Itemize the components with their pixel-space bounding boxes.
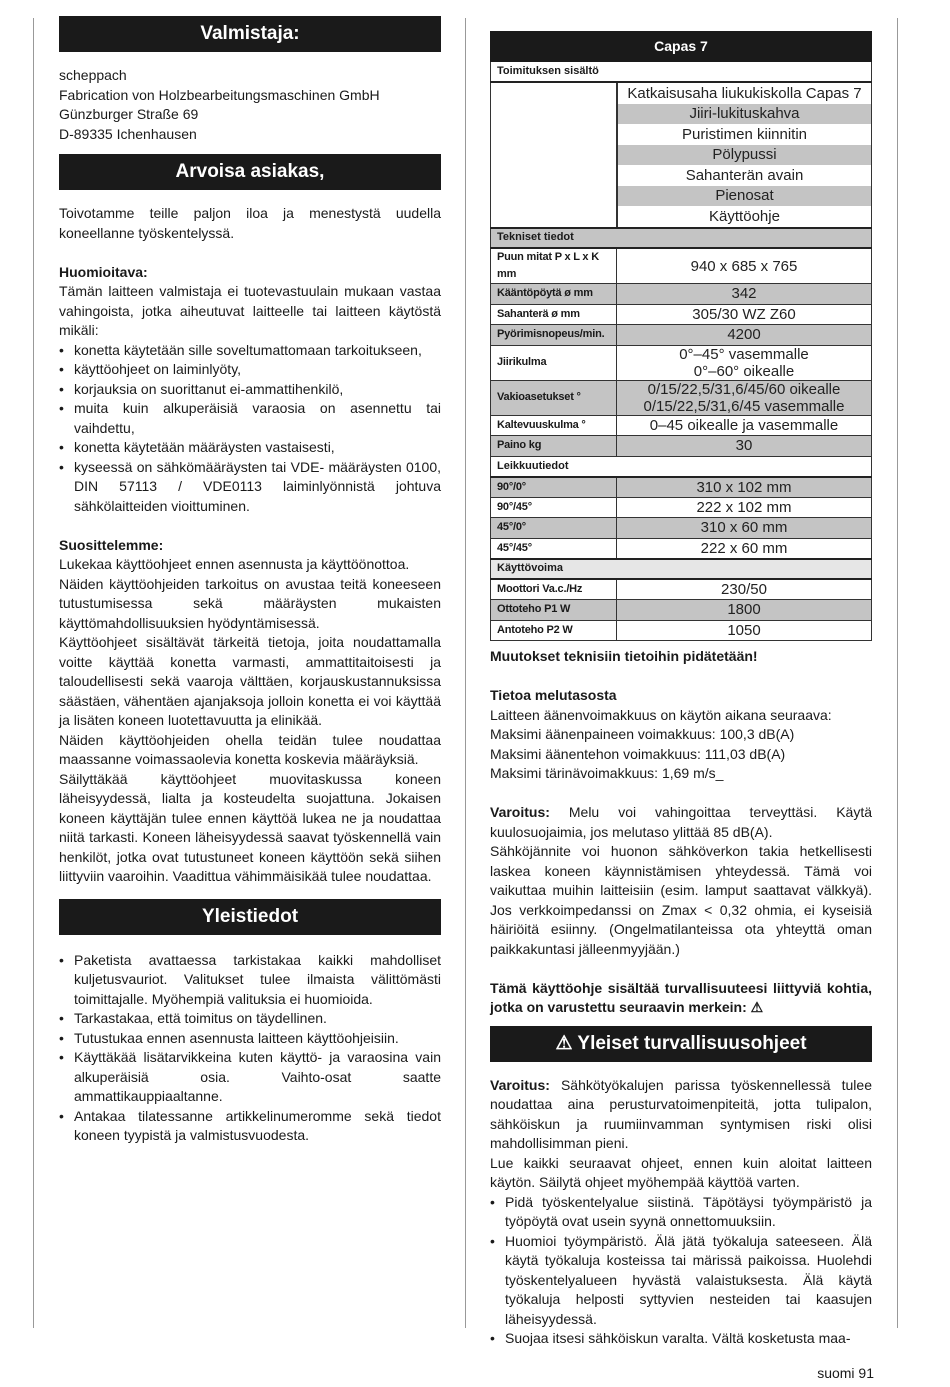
list-item: • Suojaa itsesi sähköiskun varalta. Vältä kosketusta maa- xyxy=(490,1329,872,1349)
table-row xyxy=(491,579,872,600)
value-line: 0°–60° oikealle xyxy=(693,362,795,380)
row-value: 1800 xyxy=(617,600,872,621)
warning-label: Varoitus: xyxy=(490,804,550,820)
warning-triangle-icon: ⚠ xyxy=(555,1032,578,1054)
table-row xyxy=(491,620,872,641)
note-list xyxy=(59,341,441,517)
row-value: 222 x 60 mm xyxy=(617,538,872,559)
row-value: 310 x 60 mm xyxy=(617,518,872,539)
row-value: 0–45 oikealle ja vasemmalle xyxy=(617,415,872,436)
paragraph: Säilyttäkää käyttöohjeet muovitaskussa koneen läheisyydessä, lialta ja kosteudelta suojattuna. Jokaisen koneen käyttäjän tulee ennen käyttöä lukea ne ja noudattaa niitä tarkasti. Koneen läheisyydessä saavat työskennellä vain henkilöt, jotka ovat tutustuneet koneen käyttöön sekä siihen liittyviin vaaroihin. Vaadittua vähimmäisikää tulee noudattaa. xyxy=(59,770,441,884)
noise-line: Maksimi äänentehon voimakkuus: 111,03 dB(A) xyxy=(490,745,786,762)
table-row xyxy=(491,477,872,498)
list-item: • Tarkastakaa, että toimitus on täydellinen. xyxy=(59,1009,441,1029)
table-row xyxy=(491,284,872,305)
row-label: Vakioasetukset ° xyxy=(491,380,617,415)
table-row xyxy=(491,436,872,457)
value-line: 0/15/22,5/31,6/45 vasemmalle xyxy=(643,397,845,415)
note-title: Huomioitava: xyxy=(59,263,148,280)
safety-note: Tämä käyttöohje sisältää turvallisuuteesi liittyviä kohtia, jotka on varustettu seuraavin merkein: ⚠ xyxy=(490,979,872,1015)
table-row xyxy=(491,518,872,539)
row-label: Kaltevuuskulma ° xyxy=(491,415,617,436)
manufacturer-heading: Valmistaja: xyxy=(59,16,441,52)
address-line: D-89335 Ichenhausen xyxy=(59,125,197,142)
table-row xyxy=(491,415,872,436)
note-text: Tämän laitteen valmistaja ei tuotevastuulain mukaan vastaa vahingoista, jotka aiheutuvat laitteelle tai laitteen käytöstä mikäli: xyxy=(59,283,441,338)
row-label: Moottori Va.c./Hz xyxy=(491,579,617,600)
list-item: • korjauksia on suorittanut ei-ammattihenkilö, xyxy=(59,380,441,400)
warning-text: Sähkötyökalujen parissa työskennellessä tulee noudattaa aina perusturvatoimenpiteitä, jotta tulipalon, sähköiskun ja ruumiinvamman syntymisen riski olisi mahdollisimman pieni. xyxy=(490,1076,872,1151)
warning-paragraph xyxy=(490,1076,872,1154)
safety-heading-text: Yleiset turvallisuusohjeet xyxy=(577,1032,807,1054)
column-rule xyxy=(33,18,34,1328)
address-line: Fabrication von Holzbearbeitungsmaschinen GmbH xyxy=(59,86,380,103)
customer-heading: Arvoisa asiakas, xyxy=(59,154,441,190)
list-item: • konetta käytetään määräysten vastaisesti, xyxy=(59,438,441,458)
delivery-item: Käyttöohje xyxy=(618,206,872,227)
list-item: • konetta käytetään sille soveltumattomaan tarkoitukseen, xyxy=(59,341,441,361)
row-label: Ottoteho P1 W xyxy=(491,600,617,621)
value-line: 0°–45° vasemmalle xyxy=(679,345,809,363)
column-rule xyxy=(897,18,898,1328)
paragraph: Lukekaa käyttöohjeet ennen asennusta ja käyttöönottoa. xyxy=(59,556,410,572)
noise-line: Laitteen äänenvoimakkuus on käytön aikana seuraava: xyxy=(490,706,832,723)
warning-text: Melu voi vahingoittaa terveyttäsi. Käytä kuulosuojaimia, jos melutaso ylittää 85 dB(A). xyxy=(490,804,872,840)
noise-title: Tietoa melutasosta xyxy=(490,687,617,703)
row-value: 30 xyxy=(617,436,872,457)
row-value: 305/30 WZ Z60 xyxy=(617,304,872,325)
spec-table xyxy=(490,31,872,641)
general-heading: Yleistiedot xyxy=(59,899,441,935)
section-power: Käyttövoima xyxy=(491,559,872,580)
row-label: 90°/0° xyxy=(491,477,617,498)
row-value: 230/50 xyxy=(617,579,872,600)
row-label: Kääntöpöytä ø mm xyxy=(491,284,617,305)
row-value: 222 x 102 mm xyxy=(617,497,872,518)
list-item: • kyseessä on sähkömääräysten tai VDE- määräysten 0100, DIN 57113 / VDE0113 laiminlyönnistä johtuva sähkölaitteiden vioittuminen. xyxy=(59,458,441,517)
value-line: 0/15/22,5/31,6/45/60 oikealle xyxy=(647,380,841,398)
row-label: 90°/45° xyxy=(491,497,617,518)
page-number: suomi 91 xyxy=(817,1365,874,1381)
list-item: • Antakaa tilatessanne artikkelinumeromme sekä tiedot koneen tyypistä ja valmistusvuodesta. xyxy=(59,1107,441,1146)
row-value: 342 xyxy=(617,284,872,305)
table-title: Capas 7 xyxy=(491,32,872,62)
table-row xyxy=(491,600,872,621)
row-label: Sahanterä ø mm xyxy=(491,304,617,325)
table-row xyxy=(491,304,872,325)
paragraph: Näiden käyttöohjeiden tarkoitus on avustaa teitä koneeseen tutustumisessa sekä määräysten mukaisten käyttömahdollisuuksien hyödyntämisessä. xyxy=(59,575,441,631)
safety-list xyxy=(490,1193,872,1349)
left-column xyxy=(59,16,441,1146)
row-label: Jiirikulma xyxy=(491,345,617,380)
row-label: Pyörimisnopeus/min. xyxy=(491,325,617,346)
list-item: • käyttöohjeet on laiminlyöty, xyxy=(59,360,441,380)
table-row xyxy=(491,248,872,284)
address-line: Günzburger Straße 69 xyxy=(59,106,199,122)
table-row xyxy=(491,497,872,518)
row-label: 45°/45° xyxy=(491,538,617,559)
noise-line: Maksimi äänenpaineen voimakkuus: 100,3 dB(A) xyxy=(490,726,795,742)
paragraph: Käyttöohjeet sisältävät tärkeitä tietoja, joita noudattamalla voitte käyttää konetta varmasti, ammattitaitoisesti ja taloudellisesti sekä vaaroja välttäen, korjauskustannuksissa säästäen, vähentäen ajanjaksoja jolloin konetta ei voi käyttää ja lisäten koneen luotettavuutta ja elinikää. xyxy=(59,634,441,728)
row-value: 310 x 102 mm xyxy=(617,477,872,498)
column-rule xyxy=(465,18,466,1328)
safety-heading xyxy=(490,1026,872,1062)
warning-paragraph xyxy=(490,803,872,842)
right-column xyxy=(490,31,872,1349)
general-list xyxy=(59,951,441,1146)
delivery-item: Puristimen kiinnitin xyxy=(618,124,872,145)
manufacturer-address xyxy=(59,66,441,144)
list-item: • Pidä työskentelyalue siistinä. Täpötäysi työympäristö ja työpöytä ovat usein syynä onnettomuuksiin. xyxy=(490,1193,872,1232)
delivery-item: Katkaisusaha liukukiskolla Capas 7 xyxy=(618,83,872,104)
row-label: Puun mitat P x L x K mm xyxy=(491,248,617,284)
paragraph: Sähköjännite voi huonon sähköverkon takia hetkellisesti laskea koneen käynnistämisen yhteydessä. Tämä voi vaikuttaa muihin laitteisiin (esim. lamput saattavat välkkyä). Jos verkkoimpedanssi on Zmax < 0,32 ohmia, ei kyseisiä häiriöitä esiinny. (Ongelmatilanteissa ota yhteyttä oman paikkakuntasi jälleenmyyjään.) xyxy=(490,843,872,957)
customer-intro: Toivotamme teille paljon iloa ja menestystä uudella koneellanne työskentelyssä. xyxy=(59,205,441,241)
section-delivery: Toimituksen sisältö xyxy=(491,62,872,83)
row-value xyxy=(617,380,872,415)
section-cut: Leikkuutiedot xyxy=(491,456,872,477)
row-label: Antoteho P2 W xyxy=(491,620,617,641)
delivery-list xyxy=(617,83,871,227)
list-item: • Käyttäkää lisätarvikkeina kuten käyttö- ja varaosina vain alkuperäisiä osia. Vaihto-osat saatte ammattikauppiaaltanne. xyxy=(59,1048,441,1107)
row-label: 45°/0° xyxy=(491,518,617,539)
row-value: 4200 xyxy=(617,325,872,346)
table-row xyxy=(491,325,872,346)
row-value: 940 x 685 x 765 xyxy=(617,248,872,284)
list-item: • Tutustukaa ennen asennusta laitteen käyttöohjeisiin. xyxy=(59,1029,441,1049)
paragraph: Lue kaikki seuraavat ohjeet, ennen kuin aloitat laitteen käytön. Säilytä ohjeet myöhempää käyttöä varten. xyxy=(490,1154,872,1190)
row-value xyxy=(617,345,872,380)
warning-label: Varoitus: xyxy=(490,1076,550,1093)
delivery-item: Sahanterän avain xyxy=(618,165,872,186)
table-note: Muutokset teknisiin tietoihin pidätetään! xyxy=(490,648,758,664)
address-line: scheppach xyxy=(59,67,127,83)
row-label: Paino kg xyxy=(491,436,617,457)
delivery-item: Pienosat xyxy=(618,186,872,207)
paragraph: Näiden käyttöohjeiden ohella teidän tulee noudattaa maassanne voimassaolevia konetta koskevia määräyksiä. xyxy=(59,731,441,767)
table-row xyxy=(491,380,872,415)
row-value: 1050 xyxy=(617,620,872,641)
table-row xyxy=(491,538,872,559)
list-item: • muita kuin alkuperäisiä varaosia on asennettu tai vaihdettu, xyxy=(59,399,441,438)
delivery-item: Pölypussi xyxy=(618,145,872,166)
list-item: • Huomioi työympäristö. Älä jätä työkaluja sateeseen. Älä käytä työkaluja kosteissa tai märissä paikoissa. Huolehdi työskentelyalueen hyvästä valaistuksesta. Älä käytä työkaluja helposti syttyvien nesteiden tai kaasujen läheisyydessä. xyxy=(490,1232,872,1330)
section-tech: Tekniset tiedot xyxy=(491,228,872,249)
table-row xyxy=(491,345,872,380)
recommend-title: Suosittelemme: xyxy=(59,536,164,553)
list-item: • Paketista avattaessa tarkistakaa kaikki mahdolliset kuljetusvauriot. Valitukset tulee ilmaista välittömästi toimittajalle. Myöhempiä valituksia ei huomioida. xyxy=(59,951,441,1010)
delivery-item: Jiiri-lukituskahva xyxy=(618,104,872,125)
noise-line: Maksimi tärinävoimakkuus: 1,69 m/s_ xyxy=(490,765,724,781)
